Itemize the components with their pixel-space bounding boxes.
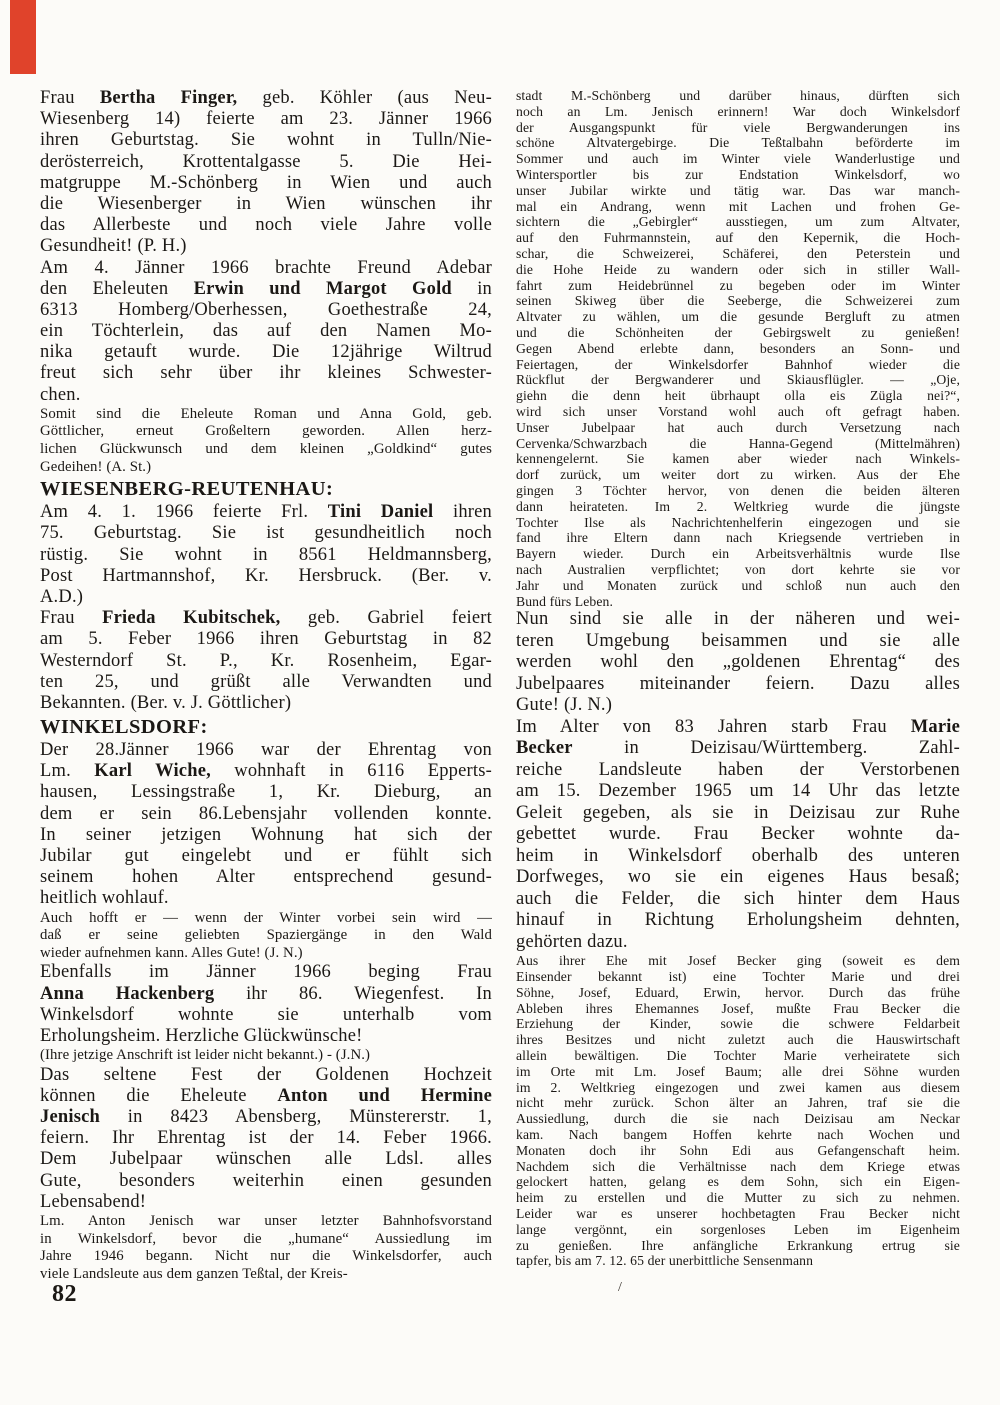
text-line: und die Schönheiten der Gebirgswelt zu genießen! (516, 324, 960, 340)
paragraph (40, 740, 492, 910)
text-line: den Eheleuten Erwin und Margot Gold in (40, 278, 492, 299)
text-line: rüstig. Sie wohnt in 8561 Heldmannsberg, (40, 544, 492, 565)
text-line: heim zu erstellen und die Mutter zu sich zu nehmen. (516, 1190, 960, 1206)
petit-paragraph (40, 406, 492, 476)
text-line: fahrt zum Heidebrünnel zu begeben oder im Winter (516, 277, 960, 293)
text-line: Erholungsheim. Herzliche Glückwünsche! (40, 1025, 363, 1046)
petit-paragraph (40, 910, 492, 963)
text-line: seinen Skiweg über die Seeberge, die Schweizerei zum (516, 293, 960, 309)
text-line: wird sich unser Vorstand wohl auch oft gefragt haben. (516, 403, 960, 419)
text-line: Rückflut der Bergwanderer und Skiausflügler. — „Oje, (516, 372, 960, 388)
text-line: heitlich wohlauf. (40, 888, 169, 909)
text-line: giehn die denn heit übrhaupt olla eis Zügla nei?“, (516, 388, 960, 404)
text-line: Altvater zu wählen, um die gesunde Bergluft zu atmen (516, 309, 960, 325)
text-line: dem er sein 86.Lebensjahr vollenden konnte. (40, 803, 492, 824)
text-line: auf den Fuhrmannstein, auf den Kepernik, die Hoch- (516, 230, 960, 246)
text-line: hausen, Lessingstraße 1, Kr. Dieburg, an (40, 782, 492, 803)
text-line: Bekannten. (Ber. v. J. Göttlicher) (40, 692, 292, 713)
petit-paragraph (516, 953, 960, 1269)
text-line: Jahr und Monaten zurück und schloß nun auch den (516, 577, 960, 593)
text-line: die Wiesenberger in Wien wünschen ihr (40, 193, 492, 214)
text-line: Unser Jubelpaar hat auch durch Versetzung nach (516, 419, 960, 435)
text-line: Ableben ihres Ehemannes Josef, mußte Frau Becker die (516, 1000, 960, 1016)
text-line: im 2. Weltkrieg eingezogen und zwei kamen aus diesem (516, 1079, 960, 1095)
text-line: Der 28.Jänner 1966 war der Ehrentag von (40, 740, 492, 761)
section-heading (40, 476, 492, 502)
text-line: am 15. Dezember 1965 um 14 Uhr das letzte (516, 781, 960, 802)
text-line: Anna Hackenberg ihr 86. Wiegenfest. In (40, 983, 492, 1004)
text-line: Göttlicher, erneut Großeltern geworden. Allen herz- (40, 423, 492, 440)
text-line: matgruppe M.-Schönberg in Wien und auch (40, 172, 492, 193)
text-line: gingen 3 Töchter hervor, von denen die beiden älteren (516, 482, 960, 498)
text-line: Gute! (J. N.) (516, 695, 613, 716)
text-line: Jenisch in 8423 Abensberg, Münstererstr. 1, (40, 1107, 492, 1128)
text-line: sichtern die „Gebirgler“ ausstiegen, um zum Altvater, (516, 214, 960, 230)
paragraph (40, 962, 492, 1047)
text-line: viele Landsleute aus dem ganzen Teßtal, der Kreis- (40, 1265, 348, 1282)
text-line: 6313 Homberg/Oberhessen, Goethestraße 24, (40, 299, 492, 320)
paragraph (40, 88, 492, 258)
text-line: ten 25, und grüßt alle Verwandten und (40, 671, 492, 692)
paragraph (516, 717, 960, 954)
text-line: Bund fürs Leben. (516, 593, 614, 609)
text-line: Winkelsdorf wohnte sie unterhalb vom (40, 1004, 492, 1025)
text-line: Aussiedlung, durch die sie nach Deizisau am Neckar (516, 1111, 960, 1127)
text-line: Jubelpaares miteinander feiern. Dazu alles (516, 673, 960, 694)
text-line: dann heirateten. Im 2. Weltkrieg wurde die jüngste (516, 498, 960, 514)
text-line: Geleit gegeben, als sie in Deizisau zur Ruhe (516, 802, 960, 823)
text-line: können die Eheleute Anton und Hermine (40, 1085, 492, 1106)
text-line: werden wohl den „goldenen Ehrentag“ des (516, 652, 960, 673)
text-line: Ebenfalls im Jänner 1966 beging Frau (40, 962, 492, 983)
text-line: Wiesenberg 14) feierte am 23. Jänner 1966 (40, 109, 492, 130)
text-line: Post Hartmannshof, Kr. Hersbruck. (Ber. v. (40, 565, 492, 586)
text-line: Gesundheit! (P. H.) (40, 236, 187, 257)
text-line: teren Umgebung beisammen und sie alle (516, 630, 960, 651)
text-line: ihres Besitzes und nicht zuletzt auch die Hauswirtschaft (516, 1032, 960, 1048)
text-line: schöne Altvatergebirge. Die Teßtalbahn beförderte im (516, 135, 960, 151)
text-line: Am 4. Jänner 1966 brachte Freund Adebar (40, 257, 492, 278)
text-line: seinem hohen Alter entsprechend gesund- (40, 867, 492, 888)
paragraph (40, 502, 492, 608)
text-line: Aus ihrer Ehe mit Josef Becker ging (soweit es dem (516, 953, 960, 969)
text-line: ein Töchterlein, das auf den Namen Mo- (40, 321, 492, 342)
text-line: Leider war es unserer hochbetagten Frau Becker nicht (516, 1206, 960, 1222)
text-line: die Hohe Heide zu wandern oder sich in stiller Wall- (516, 261, 960, 277)
paragraph (40, 258, 492, 406)
text-line: Wintersportler bis zur Endstation Winkelsdorf, wo (516, 166, 960, 182)
text-line: Gedeihen! (A. St.) (40, 458, 152, 475)
text-line: zu genießen. Ihre anfängliche Erkrankung ertrug sie (516, 1237, 960, 1253)
petit-paragraph (40, 1047, 492, 1065)
left-column (40, 88, 492, 1283)
text-line: Einsender bekannt ist) eine Tochter Marie und drei (516, 969, 960, 985)
text-line: im Orte mit Lm. Josef Baum; alle drei Söhne wurden (516, 1063, 960, 1079)
text-line: feiern. Ihr Ehrentag ist der 14. Feber 1966. (40, 1128, 492, 1149)
text-line: der Ausgangspunkt für viele Bergwanderungen ins (516, 119, 960, 135)
text-line: Lebensabend! (40, 1191, 147, 1212)
text-line: Nachdem sich die Verhältnisse nach dem Kriege etwas (516, 1158, 960, 1174)
text-line: 75. Geburtstag. Sie ist gesundheitlich noch (40, 523, 492, 544)
text-line: unser Jubilar wirkte und tätig war. Das war manch- (516, 182, 960, 198)
text-line: am 5. Feber 1966 ihren Geburtstag in 82 (40, 629, 492, 650)
text-line: Somit sind die Eheleute Roman und Anna Gold, geb. (40, 405, 492, 422)
text-line: Westerndorf St. P., Kr. Rosenheim, Egar- (40, 650, 492, 671)
text-line: Lm. Anton Jenisch war unser letzter Bahnhofsvorstand (40, 1213, 492, 1229)
text-line: allein bewältigen. Die Tochter Marie verheiratete sich (516, 1048, 960, 1064)
text-line: Dem Jubelpaar wünschen alle Ldsl. alles (40, 1149, 492, 1170)
text-line: in Winkelsdorf, bevor die „humane“ Aussiedlung im (40, 1230, 492, 1247)
text-line: reiche Landsleute haben der Verstorbenen (516, 759, 960, 780)
text-line: kennengelernt. Sie kamen aber wieder nach Winkels- (516, 451, 960, 467)
right-column (516, 88, 960, 1269)
text-line: das Allerbeste und noch viele Jahre volle (40, 215, 492, 236)
text-line: ihren Geburtstag. Sie wohnt in Tulln/Nie- (40, 130, 492, 151)
text-line: Jubilar gut eingelebt und er fühlt sich (40, 846, 492, 866)
paragraph (40, 608, 492, 714)
text-line: lange vergönnt, ein sorgenloses Leben im Eigenheim (516, 1221, 960, 1237)
text-line: Cervenka/Schwarzbach die Hanna-Gegend (Mittelmähren) (516, 435, 960, 451)
section-heading (40, 714, 492, 740)
text-line: schar, die Schweizerei, Schäferei, den Peterstein und (516, 245, 960, 261)
text-line: mal ein Andrang, wenn mit Lachen und frohen Ge- (516, 198, 960, 214)
text-line: Gegen Abend erlebte dann, besonders an Sonn- und (516, 340, 960, 356)
text-line: tapfer, bis am 7. 12. 65 der unerbittliche Sensenmann (516, 1253, 814, 1269)
text-line: Frau Bertha Finger, geb. Köhler (aus Neu- (40, 88, 492, 108)
text-line: daß er seine geliebten Spaziergänge in den Wald (40, 927, 492, 944)
paragraph (516, 609, 960, 717)
text-line: wieder aufnehmen kann. Alles Gute! (J. N.) (40, 944, 303, 961)
text-line: noch an Lm. Jenisch erinnern! War doch Winkelsdorf (516, 103, 960, 119)
petit-paragraph (516, 88, 960, 609)
text-line: auch die Felder, die sich hinter dem Haus (516, 888, 960, 909)
text-line: A.D.) (40, 586, 84, 607)
text-line: Jahre 1946 begann. Nicht nur die Winkelsdorfer, auch (40, 1248, 492, 1265)
text-line: Söhne, Josef, Eduard, Erwin, hervor. Durch das frühe (516, 984, 960, 1000)
text-line: fand ihre Eltern dann nach Kriegsende vertrieben in (516, 530, 960, 546)
text-line: Feiertagen, der Winkelsdorfer Bahnhof wieder die (516, 356, 960, 372)
text-line: Lm. Karl Wiche, wohnhaft in 6116 Epperts- (40, 761, 492, 782)
text-line: nika getauft wurde. Die 12jährige Wiltrud (40, 342, 492, 363)
text-line: In seiner jetzigen Wohnung hat sich der (40, 824, 492, 845)
text-line: Am 4. 1. 1966 feierte Frl. Tini Daniel ihren (40, 502, 492, 523)
text-line: Erziehung der Kinder, sowie die schwere Feldarbeit (516, 1016, 960, 1032)
text-line: lichen Glückwunsch und dem kleinen „Goldkind“ gutes (40, 441, 492, 457)
text-line: gebettet wurde. Frau Becker wohnte da- (516, 824, 960, 845)
text-line: derösterreich, Krottentalgasse 5. Die Hei- (40, 151, 492, 172)
text-line: (Ihre jetzige Anschrift ist leider nicht bekannt.) - (J.N.) (40, 1047, 371, 1064)
text-line: dorf zurück, um weiter dort zu wirken. Aus der Ehe (516, 467, 960, 483)
text-line: Sommer und auch im Winter viele Wanderlustige und (516, 151, 960, 167)
text-line: stadt M.-Schönberg und darüber hinaus, dürften sich (516, 88, 960, 103)
page-number: 82 (52, 1281, 77, 1307)
text-line: Gute, besonders weiterhin einen gesunden (40, 1170, 492, 1191)
text-line: heim in Winkelsdorf oberhalb des unteren (516, 845, 960, 866)
text-line: kam. Nach bangem Hoffen kehrte nach Wochen und (516, 1127, 960, 1143)
text-line: Becker in Deizisau/Württemberg. Zahl- (516, 738, 960, 759)
text-line: gelockert hatten, gelang es dem Sohn, sich ein Eigen- (516, 1174, 960, 1190)
text-line: hinauf in Richtung Erholungsheim dehnten, (516, 910, 960, 931)
text-line: nicht mehr zurück. Schon älter an Jahren, traf sie die (516, 1095, 960, 1111)
text-line: freut sich sehr über ihr kleines Schwester- (40, 363, 492, 384)
red-corner-mark (10, 0, 36, 74)
text-line: Nun sind sie alle in der näheren und wei- (516, 609, 960, 630)
petit-paragraph (40, 1213, 492, 1283)
text-line: Monaten doch ihr Sohn Edi aus Gefangenschaft heim. (516, 1142, 960, 1158)
text-line: WINKELSDORF: (40, 716, 208, 739)
paragraph (40, 1065, 492, 1213)
text-line: Tochter Ilse als Nachrichtenhelferin eingezogen und sie (516, 514, 960, 530)
text-line: Auch hofft er — wenn der Winter vorbei sein wird — (40, 909, 492, 926)
text-line: gehörten dazu. (516, 931, 628, 952)
text-line: Das seltene Fest der Goldenen Hochzeit (40, 1064, 492, 1085)
text-line: chen. (40, 384, 81, 405)
text-line: Im Alter von 83 Jahren starb Frau Marie (516, 716, 960, 737)
text-line: nach Australien verpflichtet; von dort kehrte sie vor (516, 561, 960, 577)
text-line: Frau Frieda Kubitschek, geb. Gabriel feiert (40, 608, 492, 629)
text-line: WIESENBERG-REUTENHAU: (40, 478, 334, 501)
text-line: Bayern wieder. Durch ein Arbeitsverhältnis wurde Ilse (516, 546, 960, 562)
scan-artifact-slash: / (618, 1280, 622, 1295)
text-line: Dorfweges, wo sie ein eigenes Haus besaß; (516, 867, 960, 888)
